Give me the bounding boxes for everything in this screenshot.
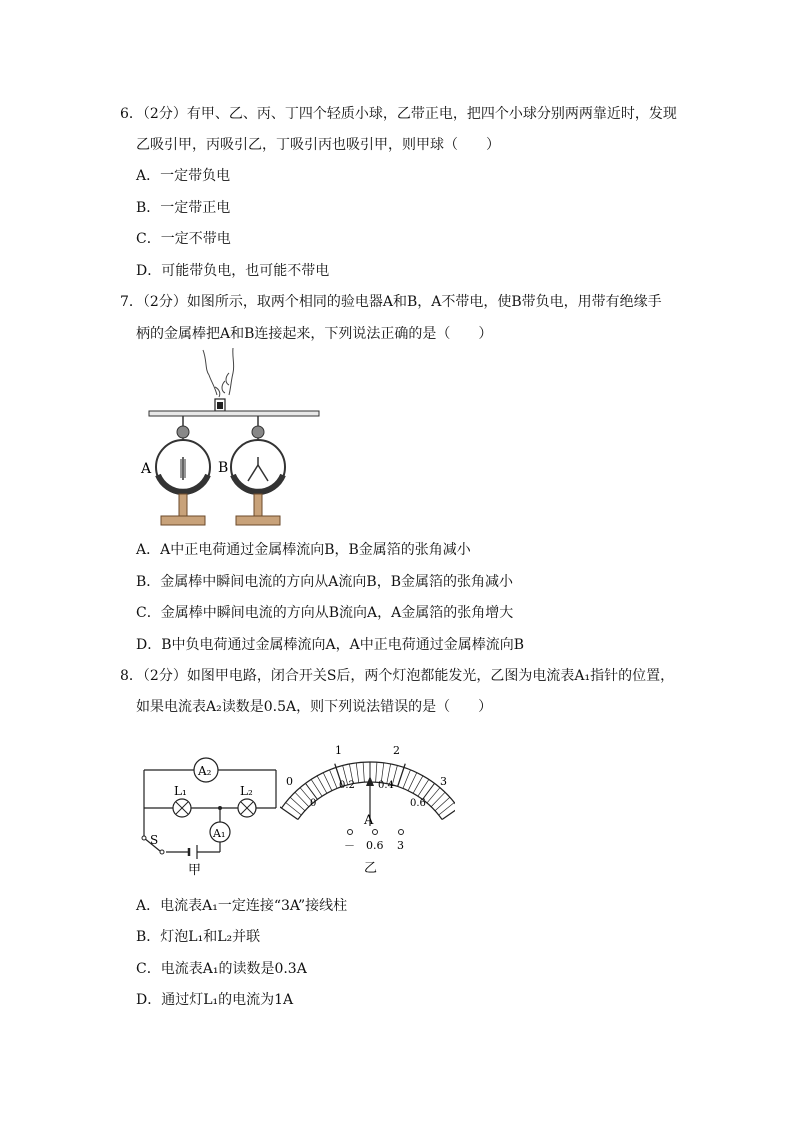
ammeter-dial	[280, 740, 455, 880]
q7-option-a: A．A中正电荷通过金属棒流向B，B金属箔的张角减小	[136, 542, 471, 558]
q6-stem-line2: 乙吸引甲，丙吸引乙，丁吸引丙也吸引甲，则甲球（ ）	[136, 137, 500, 153]
q7-number: 7．	[120, 294, 143, 310]
q7-option-d: D．B中负电荷通过金属棒流向A，A中正电荷通过金属棒流向B	[136, 637, 525, 653]
q6-option-c: C．一定不带电	[136, 231, 231, 247]
svg-text:L₁: L₁	[174, 784, 187, 798]
q7-stem-line1	[120, 291, 662, 311]
q8-option-c: C．电流表A₁的读数是0.3A	[136, 961, 307, 977]
dial-tick	[290, 797, 305, 810]
electroscope-b	[231, 416, 285, 525]
dial-tick	[356, 763, 359, 783]
dial-tick	[376, 762, 377, 782]
lower-scale-06: 0.6	[410, 798, 426, 809]
lower-scale-04: 0.4	[378, 780, 394, 791]
dial-tick	[408, 773, 417, 791]
upper-scale-2: 2	[393, 744, 400, 757]
circuit-caption: 甲	[188, 863, 202, 877]
dial-tick	[323, 773, 332, 791]
lower-scale-0: 0	[310, 798, 317, 809]
hand-illustration	[203, 348, 234, 397]
dial-tick	[295, 792, 309, 806]
q7-score: （2分）	[142, 294, 187, 310]
svg-text:A₂: A₂	[198, 764, 212, 778]
electroscope-a	[156, 416, 210, 525]
q6-option-a: A．一定带负电	[136, 168, 231, 184]
q7-stem-text: 如图所示，取两个相同的验电器A和B，A不带电，使B带负电，用带有绝缘手	[186, 294, 662, 310]
terminal-negative: －	[344, 839, 355, 852]
meter-caption: 乙	[364, 861, 378, 876]
q6-stem-line1	[120, 103, 677, 123]
q7-option-b: B．金属棒中瞬间电流的方向从A流向B，B金属箔的张角减小	[136, 574, 513, 590]
dial-tick	[363, 762, 364, 782]
dial-tick	[330, 770, 337, 789]
svg-text:L₂: L₂	[240, 784, 253, 798]
dial-tick	[431, 792, 445, 806]
q8-stem-line1	[120, 665, 674, 685]
q8-option-b: B．灯泡L₁和L₂并联	[136, 929, 261, 945]
switch-label: S	[150, 833, 159, 847]
q6-option-d: D．可能带负电，也可能不带电	[136, 263, 330, 279]
q6-option-b: B．一定带正电	[136, 200, 231, 216]
upper-scale-0: 0	[286, 775, 293, 788]
dial-tick	[427, 788, 440, 803]
q8-stem-line2: 如果电流表A₂读数是0.5A，则下列说法错误的是（ ）	[136, 699, 493, 715]
terminal-06: 0.6	[366, 839, 384, 852]
q8-score: （2分）	[142, 668, 187, 684]
label-b: B	[218, 460, 229, 476]
dial-tick	[442, 806, 455, 820]
lower-scale-02: 0.2	[339, 780, 355, 791]
ammeter-a1	[210, 822, 230, 842]
q6-score: （2分）	[142, 106, 187, 122]
q8-option-a: A．电流表A₁一定连接“3A”接线柱	[136, 898, 348, 914]
q6-number: 6．	[120, 106, 143, 122]
ammeter-a2	[194, 758, 218, 782]
label-a: A	[141, 461, 152, 477]
dial-tick	[435, 797, 450, 810]
electroscope-figure	[135, 345, 335, 530]
dial-tick	[403, 770, 410, 789]
metal-rod	[149, 411, 319, 416]
terminal-3: 3	[397, 839, 404, 852]
q6-stem-text: 有甲、乙、丙、丁四个轻质小球，乙带正电，把四个小球分别两两靠近时，发现	[186, 106, 677, 122]
q8-stem-text: 如图甲电路，闭合开关S后，两个灯泡都能发光，乙图为电流表A₁指针的位置，	[186, 668, 675, 684]
upper-scale-1: 1	[335, 744, 342, 757]
q8-number: 8．	[120, 668, 143, 684]
circuit-diagram	[130, 752, 290, 877]
dial-tick	[280, 806, 298, 820]
svg-text:A₁: A₁	[213, 827, 226, 840]
lamp-l2	[238, 784, 256, 817]
lamp-l1	[173, 784, 191, 817]
q7-stem-line2: 柄的金属棒把A和B连接起来，下列说法正确的是（ ）	[136, 326, 493, 342]
upper-scale-3: 3	[440, 775, 447, 788]
dial-scale	[280, 762, 455, 820]
q7-option-c: C．金属棒中瞬间电流的方向从B流向A，A金属箔的张角增大	[136, 605, 514, 621]
meter-unit: A	[364, 813, 374, 828]
q8-option-d: D．通过灯L₁的电流为1A	[136, 992, 294, 1008]
